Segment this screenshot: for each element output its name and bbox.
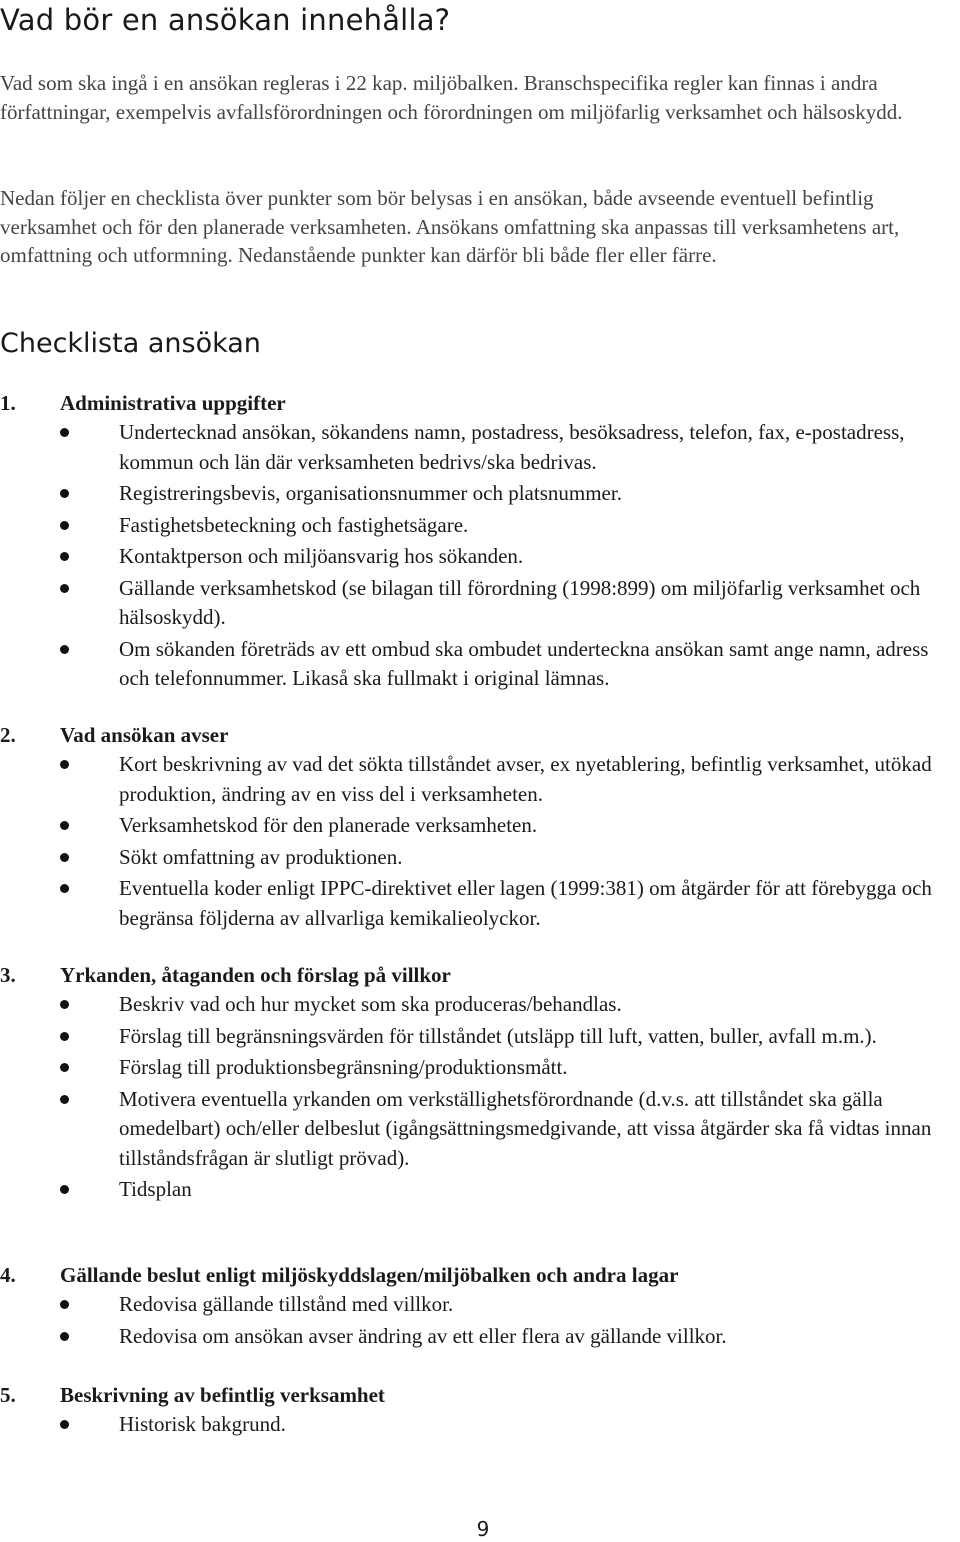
checklist-items bbox=[0, 750, 960, 933]
list-item: Motivera eventuella yrkanden om verkställighetsförordnande (d.v.s. att tillståndet ska gälla omedelbart) och/eller delbeslut (igångsättningsmedgivande, att vissa åtgärder ska få vidtas innan tillståndsfrågan är slutligt prövad). bbox=[0, 1085, 960, 1174]
list-item: Fastighetsbeteckning och fastighetsägare. bbox=[0, 511, 960, 541]
section-title bbox=[0, 960, 960, 990]
section-title-text: Yrkanden, åtaganden och förslag på villkor bbox=[60, 963, 451, 987]
list-item: Om sökanden företräds av ett ombud ska ombudet underteckna ansökan samt ange namn, adress och telefonnummer. Likaså ska fullmakt i original lämnas. bbox=[0, 635, 960, 694]
section-title bbox=[0, 1260, 960, 1290]
list-item: Gällande verksamhetskod (se bilagan till förordning (1998:899) om miljöfarlig verksamhet och hälsoskydd). bbox=[0, 574, 960, 633]
section-number: 2. bbox=[0, 723, 16, 747]
section-title-text: Administrativa uppgifter bbox=[60, 391, 286, 415]
section-existing-decisions bbox=[0, 1260, 960, 1353]
bullet-icon bbox=[60, 821, 69, 830]
bullet-icon bbox=[60, 552, 69, 561]
bullet-icon bbox=[60, 1032, 69, 1041]
list-item: Redovisa gällande tillstånd med villkor. bbox=[0, 1290, 960, 1320]
list-item: Kontaktperson och miljöansvarig hos sökanden. bbox=[0, 542, 960, 572]
intro-paragraph-2: Nedan följer en checklista över punkter som bör belysas i en ansökan, både avseende eventuell befintlig verksamhet och för den planerade verksamheten. Ansökans omfattning ska anpassas till verksamhetens art, omfattning och utformning. Nedanstående punkter kan därför bli både fler eller färre. bbox=[0, 186, 900, 268]
list-item: Historisk bakgrund. bbox=[0, 1410, 960, 1440]
checklist-items bbox=[0, 418, 960, 694]
section-existing-operations bbox=[0, 1380, 960, 1442]
bullet-icon bbox=[60, 428, 69, 437]
section-number: 4. bbox=[0, 1263, 16, 1287]
list-item: Registreringsbevis, organisationsnummer och platsnummer. bbox=[0, 479, 960, 509]
section-number: 3. bbox=[0, 963, 16, 987]
bullet-icon bbox=[60, 645, 69, 654]
intro-paragraph-1: Vad som ska ingå i en ansökan regleras i 22 kap. miljöbalken. Branschspecifika regler kan finnas i andra författningar, exempelvis avfallsförordningen och förordningen om miljöfarlig verksamhet och hälsoskydd. bbox=[0, 71, 903, 124]
bullet-icon bbox=[60, 1420, 69, 1429]
page-heading: Vad bör en ansökan innehålla? bbox=[0, 3, 451, 37]
checklist-items bbox=[0, 990, 960, 1205]
checklist-items bbox=[0, 1290, 960, 1351]
section-application-scope bbox=[0, 720, 960, 935]
section-title bbox=[0, 1380, 960, 1410]
bullet-icon bbox=[60, 884, 69, 893]
list-item: Undertecknad ansökan, sökandens namn, postadress, besöksadress, telefon, fax, e-postadress, kommun och län där verksamheten bedrivs/ska bedrivas. bbox=[0, 418, 960, 477]
list-item: Tidsplan bbox=[0, 1175, 960, 1205]
bullet-icon bbox=[60, 1185, 69, 1194]
list-item: Eventuella koder enligt IPPC-direktivet eller lagen (1999:381) om åtgärder för att förebygga och begränsa följderna av allvarliga kemikalieolyckor. bbox=[0, 874, 960, 933]
section-title-text: Beskrivning av befintlig verksamhet bbox=[60, 1383, 385, 1407]
checklist-items bbox=[0, 1410, 960, 1440]
list-item: Redovisa om ansökan avser ändring av ett eller flera av gällande villkor. bbox=[0, 1322, 960, 1352]
section-title bbox=[0, 388, 960, 418]
list-item: Verksamhetskod för den planerade verksamheten. bbox=[0, 811, 960, 841]
list-item: Sökt omfattning av produktionen. bbox=[0, 843, 960, 873]
bullet-icon bbox=[60, 1063, 69, 1072]
section-number: 5. bbox=[0, 1383, 16, 1407]
list-item: Förslag till produktionsbegränsning/produktionsmått. bbox=[0, 1053, 960, 1083]
section-title-text: Gällande beslut enligt miljöskyddslagen/miljöbalken och andra lagar bbox=[60, 1263, 679, 1287]
bullet-icon bbox=[60, 584, 69, 593]
section-claims-conditions bbox=[0, 960, 960, 1207]
bullet-icon bbox=[60, 489, 69, 498]
bullet-icon bbox=[60, 760, 69, 769]
bullet-icon bbox=[60, 521, 69, 530]
list-item: Beskriv vad och hur mycket som ska produceras/behandlas. bbox=[0, 990, 960, 1020]
section-title-text: Vad ansökan avser bbox=[60, 723, 229, 747]
list-item: Kort beskrivning av vad det sökta tillståndet avser, ex nyetablering, befintlig verksamhet, utökad produktion, ändring av en viss del i verksamheten. bbox=[0, 750, 960, 809]
page-number: 9 bbox=[476, 1517, 490, 1541]
bullet-icon bbox=[60, 853, 69, 862]
bullet-icon bbox=[60, 1332, 69, 1341]
list-item: Förslag till begränsningsvärden för tillståndet (utsläpp till luft, vatten, buller, avfall m.m.). bbox=[0, 1022, 960, 1052]
bullet-icon bbox=[60, 1300, 69, 1309]
section-title bbox=[0, 720, 960, 750]
section-number: 1. bbox=[0, 391, 16, 415]
section-administrative bbox=[0, 388, 960, 696]
checklist-heading: Checklista ansökan bbox=[0, 328, 261, 359]
bullet-icon bbox=[60, 1095, 69, 1104]
bullet-icon bbox=[60, 1000, 69, 1009]
